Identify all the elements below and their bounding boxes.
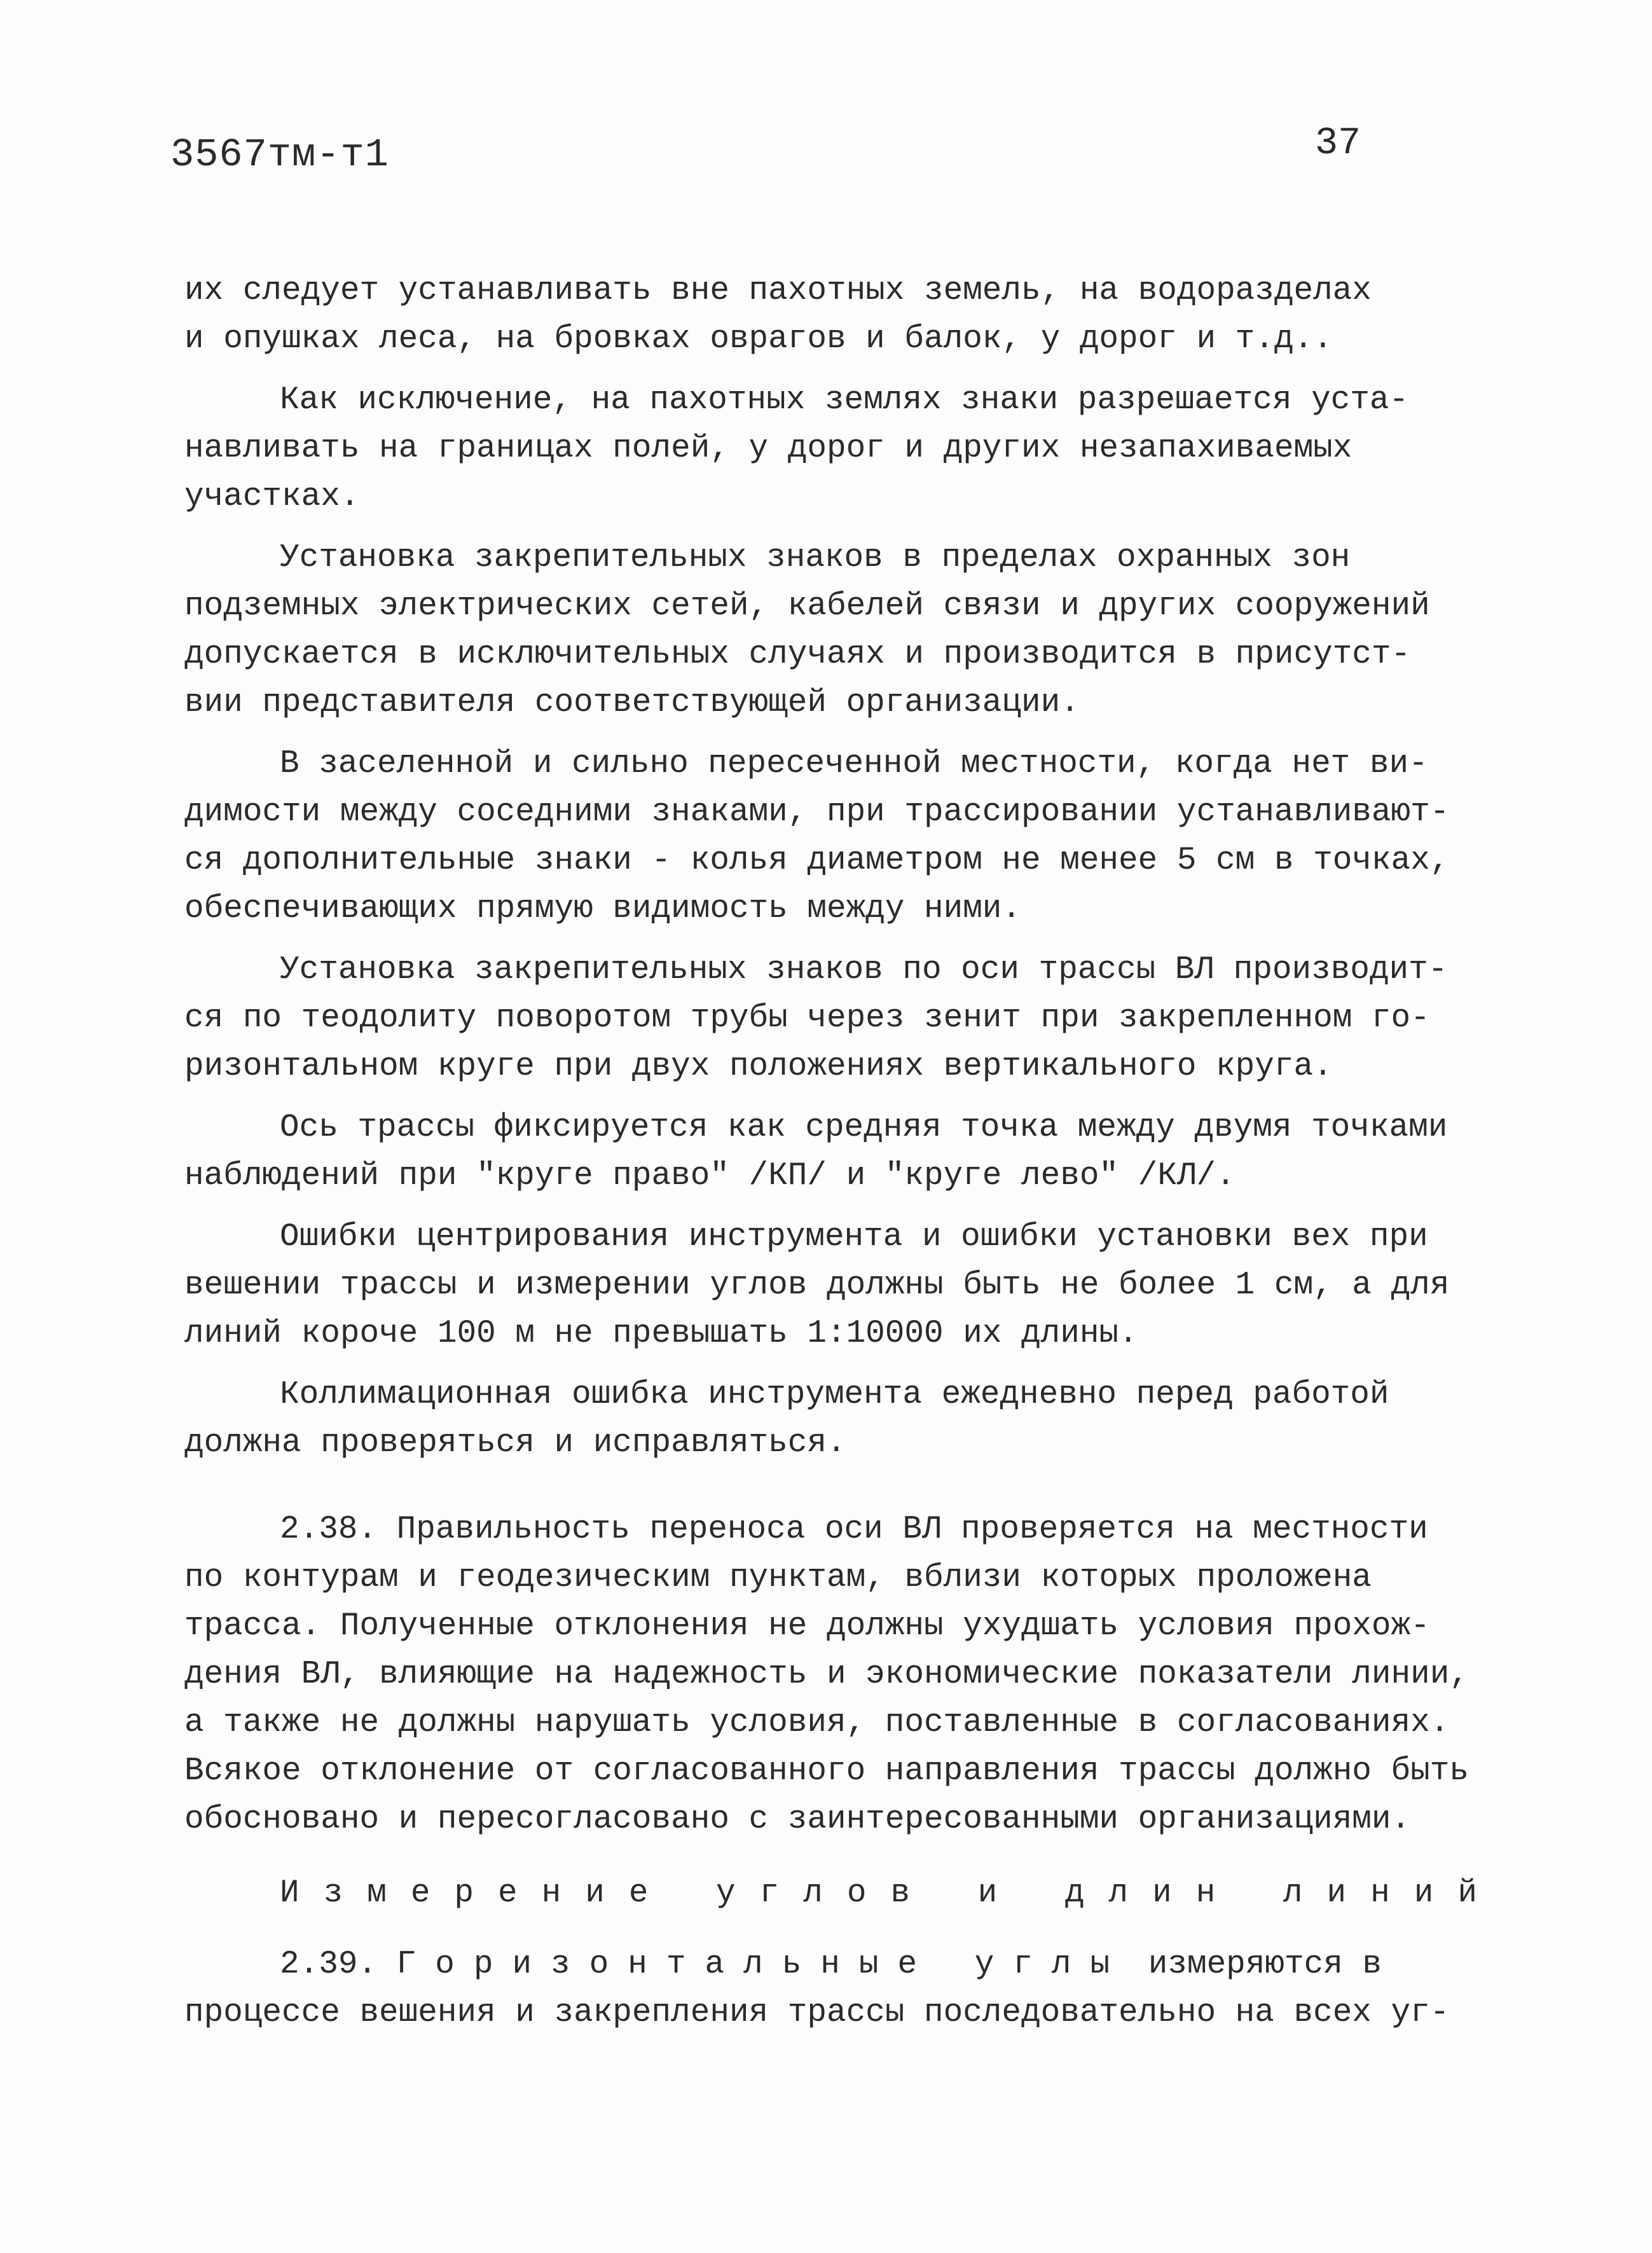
paragraph-additional-marks bbox=[184, 740, 1463, 934]
text-line: Установка закрепительных знаков по оси трассы ВЛ производит- bbox=[280, 952, 1448, 988]
text-line: вешении трассы и измерении углов должны быть не более 1 см, а для bbox=[184, 1267, 1450, 1304]
text-line: В заселенной и сильно пересеченной местности, когда нет ви- bbox=[280, 746, 1428, 782]
paragraph-collimation bbox=[184, 1371, 1463, 1468]
paragraph-2-38 bbox=[184, 1506, 1469, 1844]
text-line: линий короче 100 м не превышать 1:10000 их длины. bbox=[184, 1316, 1138, 1352]
paragraph-number: 2.39. bbox=[280, 1946, 378, 1983]
page-number: 37 bbox=[1315, 122, 1361, 165]
text-line: по контурам и геодезическим пунктам, вблизи которых проложена bbox=[184, 1560, 1372, 1596]
paragraph-axis-fixing bbox=[184, 1104, 1463, 1201]
text-line: 2.38. Правильность переноса оси ВЛ проверяется на местности bbox=[280, 1512, 1428, 1548]
paragraph-exception bbox=[184, 376, 1463, 521]
spaced-term: Горизонтальные углы bbox=[396, 1946, 1129, 1983]
paragraph-errors bbox=[184, 1213, 1463, 1358]
text-line: их следует устанавливать вне пахотных земель, на водоразделах bbox=[184, 273, 1372, 309]
text-line: и опушках леса, на бровках оврагов и балок, у дорог и т.д.. bbox=[184, 321, 1333, 357]
text-line: наблюдений при "круге право" /КП/ и "круге лево" /КЛ/. bbox=[184, 1158, 1236, 1194]
text-line: участках. bbox=[184, 479, 360, 515]
text-line: допускается в исключительных случаях и производится в присутст- bbox=[184, 637, 1411, 673]
text-line: Ось трассы фиксируется как средняя точка между двумя точками bbox=[280, 1110, 1448, 1146]
paragraph-protected-zones bbox=[184, 534, 1463, 727]
text-line: вии представителя соответствующей организации. bbox=[184, 685, 1080, 721]
text-line: навливать на границах полей, у дорог и других незапахиваемых bbox=[184, 431, 1353, 467]
text-line: обосновано и пересогласовано с заинтересованными организациями. bbox=[184, 1802, 1411, 1838]
body-text bbox=[184, 267, 1501, 2050]
text-line: а также не должны нарушать условия, поставленные в согласованиях. bbox=[184, 1705, 1450, 1741]
text-line: Установка закрепительных знаков в пределах охранных зон bbox=[280, 540, 1351, 576]
text-line: должна проверяться и исправляться. bbox=[184, 1425, 846, 1461]
text-line bbox=[184, 1941, 1463, 1989]
text-line: ся дополнительные знаки - колья диаметром не менее 5 см в точках, bbox=[184, 843, 1450, 879]
text-line: ризонтальном круге при двух положениях вертикального круга. bbox=[184, 1049, 1333, 1085]
paragraph-theodolite bbox=[184, 946, 1463, 1091]
text-line: обеспечивающих прямую видимость между ними. bbox=[184, 891, 1022, 927]
line-rest: измеряются в bbox=[1148, 1946, 1382, 1983]
text-line: димости между соседними знаками, при трассировании устанавливают- bbox=[184, 794, 1450, 830]
section-heading: Измерение углов и длин линий bbox=[280, 1875, 1501, 1912]
document-code: 3567тм-т1 bbox=[170, 132, 389, 177]
text-line: процессе вешения и закрепления трассы последовательно на всех уг- bbox=[184, 1995, 1450, 2031]
text-line: Ошибки центрирования инструмента и ошибки установки вех при bbox=[280, 1219, 1428, 1255]
text-line: трасса. Полученные отклонения не должны ухудшать условия прохож- bbox=[184, 1608, 1430, 1644]
text-line: дения ВЛ, влияющие на надежность и экономические показатели линии, bbox=[184, 1657, 1469, 1693]
paragraph-2-39 bbox=[184, 1941, 1463, 2037]
text-line: подземных электрических сетей, кабелей связи и других сооружений bbox=[184, 588, 1430, 624]
text-line: Коллимационная ошибка инструмента ежедневно перед работой bbox=[280, 1377, 1389, 1413]
text-line: ся по теодолиту поворотом трубы через зенит при закрепленном го- bbox=[184, 1000, 1430, 1037]
text-line: Всякое отклонение от согласованного направления трассы должно быть bbox=[184, 1753, 1469, 1789]
paragraph-continuation bbox=[184, 267, 1463, 364]
text-line: Как исключение, на пахотных землях знаки разрешается уста- bbox=[280, 382, 1409, 418]
